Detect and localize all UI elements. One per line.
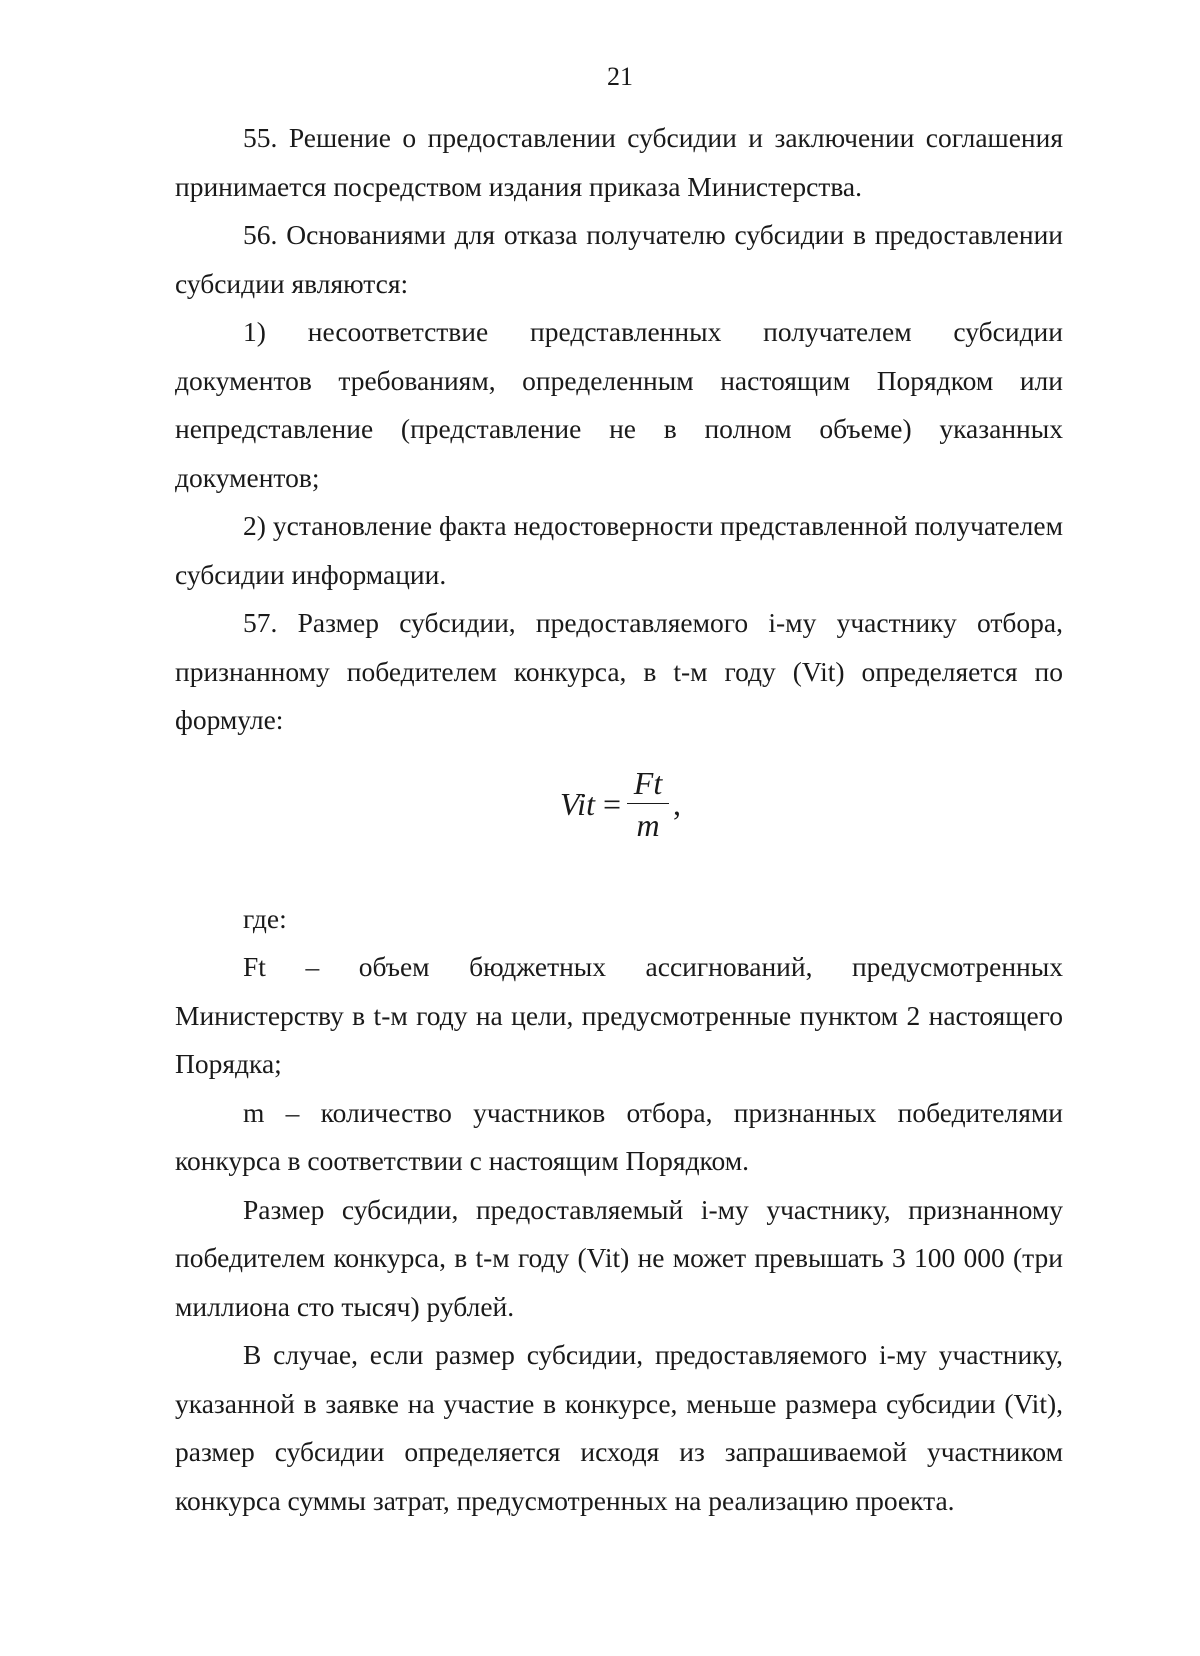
subsidy-formula — [175, 745, 1063, 895]
formula-fraction — [627, 763, 669, 846]
formula-lhs: Vit — [560, 785, 595, 822]
paragraph-57: 57. Размер субсидии, предоставляемого i-му участнику отбора, признанному победителем конкурса, в t-м году (Vit) определяется по формуле: — [175, 607, 1063, 735]
paragraph-56-item-2: 2) установление факта недостоверности представленной получателем субсидии информации. — [175, 510, 1063, 590]
paragraph-56: 56. Основаниями для отказа получателю субсидии в предоставлении субсидии являются: — [175, 219, 1063, 299]
paragraph-subsidy-limit: Размер субсидии, предоставляемый i-му участнику, признанному победителем конкурса, в t-м году (Vit) не может превышать 3 100 000 (три миллиона сто тысяч) рублей. — [175, 1193, 1063, 1322]
where-label: где: — [243, 902, 287, 934]
definition-m: m – количество участников отбора, признанных победителями конкурса в соответствии с настоящим Порядком. — [175, 1096, 1063, 1176]
document-body — [175, 114, 1063, 1525]
page-number: 21 — [607, 62, 633, 91]
formula-comma: , — [673, 785, 681, 822]
definition-ft: Ft – объем бюджетных ассигнований, предусмотренных Министерству в t-м году на цели, предусмотренные пунктом 2 настоящего Порядка; — [175, 951, 1063, 1079]
formula-equals: = — [602, 785, 621, 822]
paragraph-56-item-1: 1) несоответствие представленных получателем субсидии документов требованиям, определенным настоящим Порядком или непредставление (представление не в полном объеме) указанных документов; — [175, 316, 1063, 493]
formula-denominator: m — [636, 806, 660, 843]
paragraph-subsidy-case: В случае, если размер субсидии, предоставляемого i-му участнику, указанной в заявке на участие в конкурсе, меньше размера субсидии (Vit), размер субсидии определяется исходя из запрашиваемой участником конкурса суммы затрат, предусмотренных на реализацию проекта. — [175, 1339, 1063, 1516]
paragraph-55: 55. Решение о предоставлении субсидии и заключении соглашения принимается посредством издания приказа Министерства. — [175, 122, 1063, 202]
formula-numerator: Ft — [633, 764, 663, 801]
